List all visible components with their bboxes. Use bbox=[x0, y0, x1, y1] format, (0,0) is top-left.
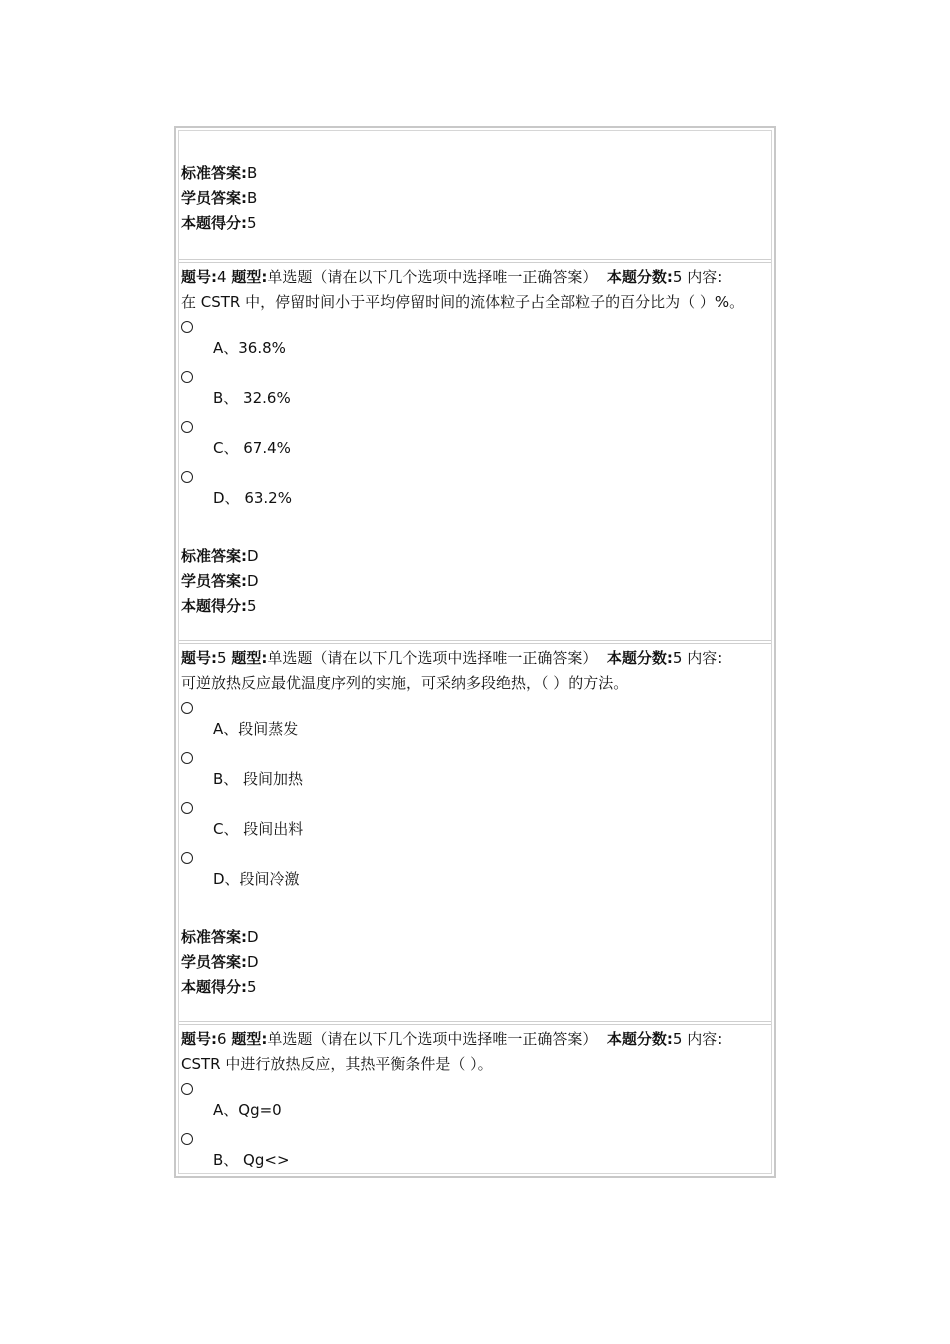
question-points: 5 bbox=[672, 649, 683, 667]
score-value: 5 bbox=[247, 214, 257, 232]
question-number: 5 bbox=[217, 649, 227, 667]
option-b-radio[interactable] bbox=[181, 371, 193, 383]
student-answer-value: D bbox=[247, 953, 259, 971]
option-d-label: D、 63.2% bbox=[213, 489, 292, 507]
score-line: 本题得分:5 bbox=[181, 214, 257, 232]
option-b-radio[interactable] bbox=[181, 1133, 193, 1145]
student-answer-line: 学员答案:D bbox=[181, 572, 259, 590]
option-c-radio[interactable] bbox=[181, 421, 193, 433]
standard-answer-value: D bbox=[247, 547, 259, 565]
option-a-label: A、段间蒸发 bbox=[213, 720, 299, 738]
option-a-radio[interactable] bbox=[181, 1083, 193, 1095]
question-points: 5 bbox=[672, 1030, 683, 1048]
option-b-label: B、 32.6% bbox=[213, 389, 291, 407]
question-number: 4 bbox=[217, 268, 227, 286]
option-a-radio[interactable] bbox=[181, 702, 193, 714]
question-header: 题号:5 题型:单选题（请在以下几个选项中选择唯一正确答案） 本题分数:5 内容: bbox=[181, 649, 723, 667]
question-text: CSTR 中进行放热反应，其热平衡条件是（ ）。 bbox=[181, 1055, 493, 1073]
option-d-label: D、段间冷激 bbox=[213, 870, 300, 888]
option-c-label: C、 段间出料 bbox=[213, 820, 304, 838]
question-4 bbox=[179, 263, 771, 640]
exam-results-frame bbox=[174, 126, 776, 1178]
standard-answer-line: 标准答案:D bbox=[181, 928, 259, 946]
question-6 bbox=[179, 1025, 771, 1175]
standard-answer-value: B bbox=[247, 164, 258, 182]
option-b-radio[interactable] bbox=[181, 752, 193, 764]
question-type: 单选题（请在以下几个选项中选择唯一正确答案） bbox=[267, 1030, 598, 1048]
option-b-label: B、 Qg<> bbox=[213, 1151, 290, 1169]
question-header: 题号:6 题型:单选题（请在以下几个选项中选择唯一正确答案） 本题分数:5 内容: bbox=[181, 1030, 723, 1048]
option-c-label: C、 67.4% bbox=[213, 439, 291, 457]
option-b-label: B、 段间加热 bbox=[213, 770, 304, 788]
score-line: 本题得分:5 bbox=[181, 978, 257, 996]
score-value: 5 bbox=[247, 597, 257, 615]
question-points: 5 bbox=[672, 268, 683, 286]
student-answer-value: B bbox=[247, 189, 258, 207]
student-answer-line: 学员答案:D bbox=[181, 953, 259, 971]
question-3-summary bbox=[179, 131, 771, 259]
student-answer-line: 学员答案:B bbox=[181, 189, 258, 207]
score-value: 5 bbox=[247, 978, 257, 996]
student-answer-value: D bbox=[247, 572, 259, 590]
standard-answer-line: 标准答案:D bbox=[181, 547, 259, 565]
standard-answer-value: D bbox=[247, 928, 259, 946]
score-line: 本题得分:5 bbox=[181, 597, 257, 615]
question-type: 单选题（请在以下几个选项中选择唯一正确答案） bbox=[267, 268, 598, 286]
standard-answer-line: 标准答案:B bbox=[181, 164, 258, 182]
option-c-radio[interactable] bbox=[181, 802, 193, 814]
question-text: 在 CSTR 中，停留时间小于平均停留时间的流体粒子占全部粒子的百分比为（ ）%。 bbox=[181, 293, 745, 311]
question-number: 6 bbox=[217, 1030, 227, 1048]
frame-inner-border bbox=[178, 130, 772, 1174]
question-type: 单选题（请在以下几个选项中选择唯一正确答案） bbox=[267, 649, 598, 667]
question-header: 题号:4 题型:单选题（请在以下几个选项中选择唯一正确答案） 本题分数:5 内容: bbox=[181, 268, 723, 286]
question-text: 可逆放热反应最优温度序列的实施，可采纳多段绝热，（ ）的方法。 bbox=[181, 674, 629, 692]
option-d-radio[interactable] bbox=[181, 852, 193, 864]
option-a-radio[interactable] bbox=[181, 321, 193, 333]
option-d-radio[interactable] bbox=[181, 471, 193, 483]
question-5 bbox=[179, 644, 771, 1021]
option-a-label: A、Qg=0 bbox=[213, 1101, 282, 1119]
option-a-label: A、36.8% bbox=[213, 339, 286, 357]
